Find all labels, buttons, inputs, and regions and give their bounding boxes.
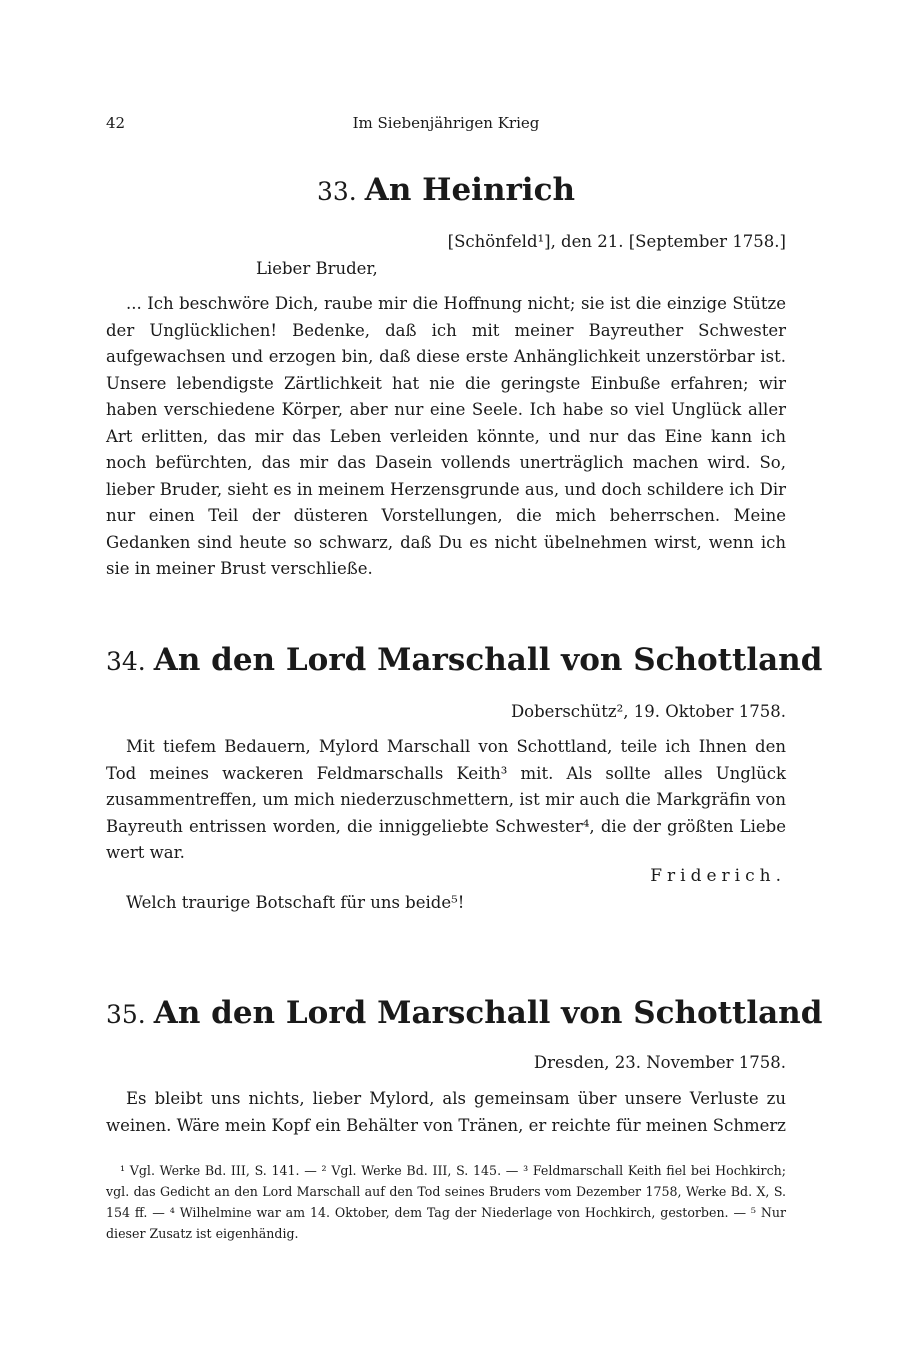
- letter-number: 35.: [106, 1000, 146, 1029]
- dateline: Doberschütz², 19. Oktober 1758.: [510, 702, 786, 721]
- letter-body: Es bleibt uns nichts, lieber Mylord, als gemeinsam über unsere Verluste zu weinen. Wäre mein Kopf ein Behälter von Tränen, er reichte für meinen Schmerz: [106, 1089, 786, 1135]
- letter-heading-34: [106, 642, 823, 678]
- letter-heading-33: [106, 172, 786, 208]
- dateline: [Schönfeld¹], den 21. [September 1758.]: [447, 232, 786, 251]
- running-title: Im Siebenjährigen Krieg: [352, 114, 540, 132]
- salutation: Lieber Bruder,: [256, 259, 378, 278]
- letter-body: ... Ich beschwöre Dich, raube mir die Hoffnung nicht; sie ist die einzige Stütze der Unglücklichen! Bedenke, daß ich mit meiner Bayreuther Schwester aufgewachsen und erzogen bin, daß diese erste Anhänglichkeit unzerstörbar ist. Unsere lebendigste Zärtlichkeit hat nie die geringste Einbuße erfahren; wir haben verschiedene Körper, aber nur eine Seele. Ich habe so viel Unglück aller Art erlitten, das mir das Leben verleiden könnte, und nur das Eine kann ich noch befürchten, das mir das Dasein vollends unerträglich machen wird. So, lieber Bruder, sieht es in meinem Herzensgrunde aus, und doch schildere ich Dir nur einen Teil der düsteren Vorstellungen, die mich beherrschen. Meine Gedanken sind heute so schwarz, daß Du es nicht übelnehmen wirst, wenn ich sie in meiner Brust verschließe.: [106, 294, 786, 578]
- letter-heading-35: [106, 995, 823, 1031]
- postscript: Welch traurige Botschaft für uns beide⁵!: [126, 893, 465, 912]
- letter-number: 33.: [317, 177, 357, 206]
- letter-title: An den Lord Marschall von Schottland: [153, 995, 823, 1031]
- signature: Friderich.: [650, 866, 786, 886]
- running-header: [106, 114, 786, 138]
- footnotes: ¹ Vgl. Werke Bd. III, S. 141. — ² Vgl. Werke Bd. III, S. 145. — ³ Feldmarschall Keith fiel bei Hochkirch; vgl. das Gedicht an den Lord Marschall auf den Tod seines Bruders vom Dezember 1758, Werke Bd. X, S. 154 ff. — ⁴ Wilhelmine war am 14. Oktober, dem Tag der Niederlage von Hochkirch, gestorben. — ⁵ Nur dieser Zusatz ist eigenhändig.: [106, 1163, 786, 1241]
- dateline: Dresden, 23. November 1758.: [533, 1053, 786, 1072]
- page-number: 42: [106, 114, 126, 132]
- letter-title: An Heinrich: [364, 172, 575, 208]
- letter-body: Mit tiefem Bedauern, Mylord Marschall von Schottland, teile ich Ihnen den Tod meines wackeren Feldmarschalls Keith³ mit. Als sollte alles Unglück zusammentreffen, um mich niederzuschmettern, ist mir auch die Markgräfin von Bayreuth entrissen worden, die inniggeliebte Schwester⁴, die der größten Liebe wert war.: [106, 737, 786, 862]
- letter-title: An den Lord Marschall von Schottland: [153, 642, 823, 678]
- letter-number: 34.: [106, 647, 146, 676]
